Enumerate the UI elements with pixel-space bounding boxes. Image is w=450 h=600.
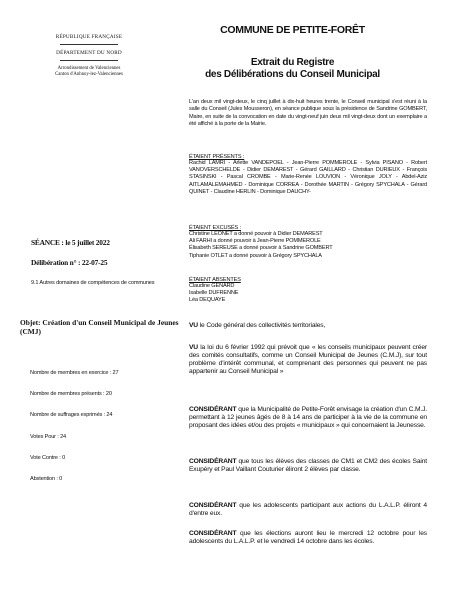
consideration-keyword: CONSIDÉRANT [189, 406, 237, 413]
deliberation-object: Objet: Création d'un Conseil Municipal de Jeunes (CMJ) [20, 318, 179, 337]
vote-summary [30, 370, 180, 497]
consideration-text: que les adolescents participant aux actions du L.A.L.P. éliront 4 d'entre eux. [189, 502, 427, 518]
consideration-keyword: VU [189, 344, 198, 351]
seance-date: SÉANCE : le 5 juillet 2022 [31, 238, 110, 247]
consideration-paragraph [189, 458, 427, 474]
header-divider [60, 44, 118, 45]
consideration-text: que tous les élèves des classes de CM1 et CM2 des écoles Saint Exupéry et Paul Vaillant Couturier éliront 2 élèves par classe. [189, 458, 427, 474]
consideration-paragraph [189, 322, 427, 330]
administrative-header [28, 34, 150, 78]
excuse-line: Christine LEONET a donné pouvoir à Didier DEMAREST [189, 231, 323, 237]
vote-line-members: Nombre de membres en exercice : 27 [30, 370, 119, 376]
excuses-title: ÉTAIENT EXCUSÉS : [189, 225, 241, 231]
presents-section [189, 154, 427, 196]
absent-line: Claudine GENARD [189, 283, 235, 289]
deliberation-number: Délibération n° : 22-07-25 [31, 258, 108, 267]
consideration-text: le Code général des collectivités territoriales, [198, 322, 326, 329]
consideration-paragraph [189, 406, 427, 430]
canton-label: Canton d'Anhnoy-lez-Valenciennes [55, 72, 123, 77]
excuses-section [189, 225, 427, 260]
subject-domain: 9.1 Autres domaines de compétences de communes [31, 280, 155, 286]
consideration-keyword: CONSIDÉRANT [189, 502, 237, 509]
excuse-line: Ali FARHI a donné pouvoir à Jean-Pierre POMMEROLE [189, 238, 321, 245]
consideration-paragraph [189, 530, 427, 546]
vote-line-expressed: Nombre de suffrages exprimés : 24 [30, 412, 113, 419]
registry-title-line2: des Délibérations du Conseil Municipal [205, 69, 380, 80]
consideration-text: que la Municipalité de Petite-Forêt envisage la création d'un C.M.J. permettant à 12 jeunes âgés de 8 à 14 ans de participer à la vie de la commune en proposant des idées et/ou des projets « municipaux » qui concernaient la Jeunesse. [189, 406, 427, 430]
registry-title-line1: Extrait du Registre [250, 57, 335, 68]
absent-line: Léa DEQUAYE [189, 297, 226, 304]
absents-section [189, 277, 427, 305]
vote-line-present: Nombre de membres présents : 20 [30, 391, 112, 398]
excuse-line: Élisabeth SEREUSE a donné pouvoir à Sandrine GOMBERT [189, 245, 333, 252]
consideration-paragraph [189, 344, 427, 376]
vote-line-abstention: Abstention : 0 [30, 475, 63, 482]
consideration-paragraph [189, 502, 427, 518]
vote-line-contre: Vote Contre : 0 [30, 454, 66, 461]
commune-title: COMMUNE DE PETITE-FORÊT [220, 24, 365, 36]
session-intro-paragraph: L'an deux mil vingt-deux, le cinq juillet à dix-huit heures trente, le Conseil municipal s'est réuni à la salle du Conseil (Jules Mousseron), en séance publique sous la présidence de Sandrine GOMBERT, Maire, en suite de la convocation en date du vingt-neuf juin deux mil vingt-deux dont un exemplaire a été affiché à la porte de la Mairie. [189, 99, 427, 128]
departement-label: DÉPARTEMENT DU NORD [56, 50, 122, 56]
consideration-text: que les élections auront lieu le mercredi 12 octobre pour les adolescents du L.A.L.P. et le vendredi 14 octobre dans les écoles. [189, 530, 427, 546]
excuse-line: Tiphanie OTLET a donné pouvoir à Grégory SPYCHALA [189, 252, 322, 259]
consideration-keyword: CONSIDÉRANT [189, 458, 237, 465]
republique-label: RÉPUBLIQUE FRANÇAISE [55, 34, 123, 40]
header-divider [60, 60, 118, 61]
vote-line-pour: Votes Pour : 24 [30, 433, 66, 440]
presents-list: Rachid LAMRI - Arlette VANDEPOEL - Jean-Pierre POMMEROLE - Sylvia PISANO - Robert VANOVERSCHELDE - Didier DEMAREST - Gérard GAILLARD - Christian DURIEUX - François STASINSKI - Pascal CROMBE - Marie-Renée LOUVION - Véronique JOLY - Abdel-Aziz AITLAMALEMAHMED - Dominique CORREA - Dorothée MARTIN - Grégory SPYCHALA - Gérard QUINET - Claudine HERLIN - Dominique DAUCHY- [189, 160, 427, 195]
absents-title: ÉTAIENT ABSENTES [189, 277, 241, 283]
absent-line: Isabelle DUFRENNE [189, 290, 239, 297]
presents-title: ÉTAIENT PRÉSENTS : [189, 154, 245, 160]
consideration-keyword: VU [189, 322, 198, 329]
arrondissement-label: Arrondissement de Valenciennes [57, 66, 121, 71]
consideration-keyword: CONSIDÉRANT [189, 530, 237, 537]
consideration-text: la loi du 6 février 1992 qui prévoit que « les conseils municipaux peuvent créer des comités consultatifs, comme un Conseil Municipal de Jeunes (C.M.J), sur tout problème d'intérêt communal, et comprenant des personnes qui peuvent ne pas appartenir au Conseil Municipal » [189, 344, 427, 376]
